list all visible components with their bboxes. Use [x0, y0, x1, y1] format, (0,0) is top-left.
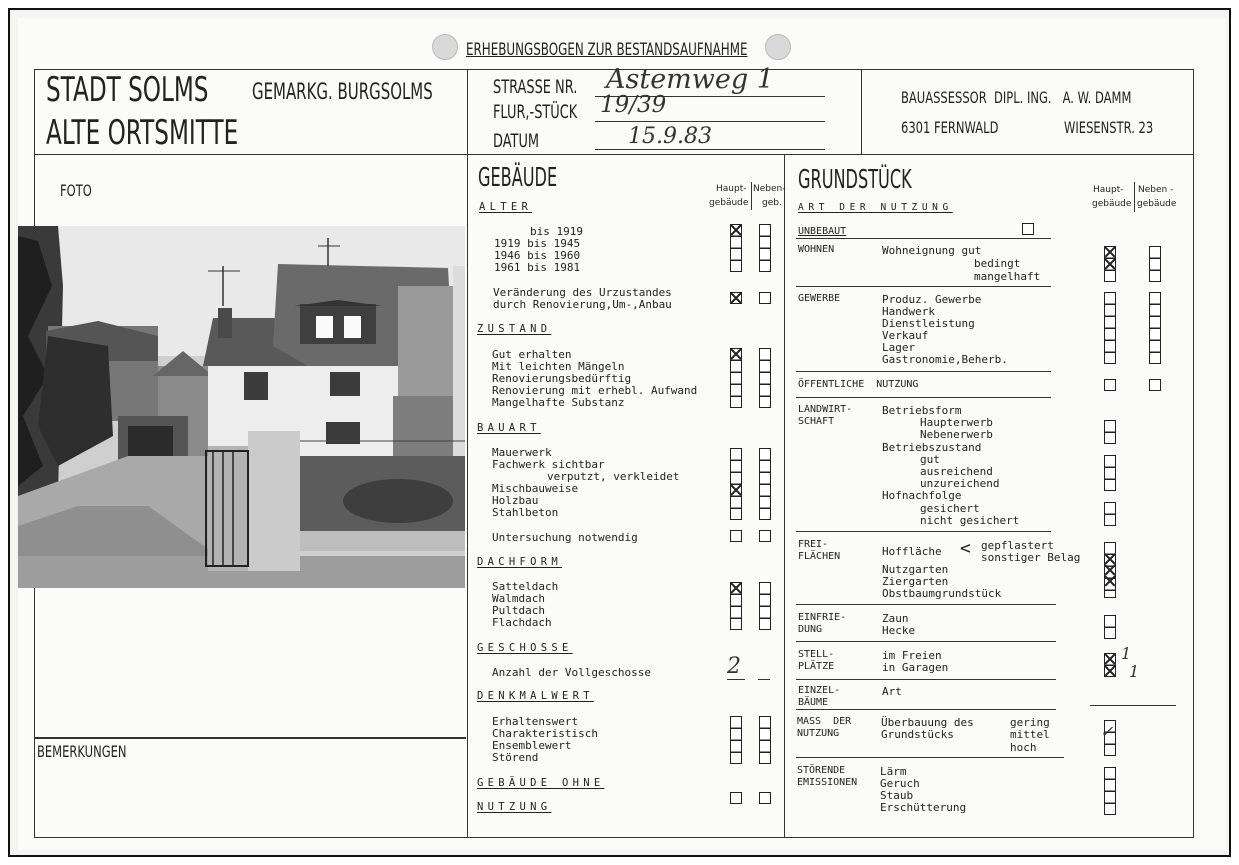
dachform-item: Satteldach — [492, 580, 559, 593]
landwirt-item: gesichert — [920, 502, 980, 515]
unbebaut-label: UNBEBAUT — [798, 226, 847, 237]
check-mark — [730, 348, 742, 360]
architect-street: WIESENSTR. 23 — [1064, 118, 1154, 137]
date-value[interactable]: 15.9.83 — [628, 124, 712, 149]
col-main-line1: Haupt- — [716, 184, 747, 194]
form-title: ERHEBUNGSBOGEN ZUR BESTANDSAUFNAHME — [466, 40, 748, 60]
frei-label: FLÄCHEN — [798, 551, 841, 562]
header-architect-box — [861, 69, 1194, 155]
alter-heading: ALTER — [479, 201, 533, 213]
wohnen-item: bedingt — [974, 257, 1021, 270]
einfried-item: Zaun — [882, 612, 909, 625]
unbebaut-checkbox[interactable] — [1022, 223, 1034, 235]
frei-item: Obstbaumgrundstück — [882, 587, 1002, 600]
gewerbe-item: Handwerk — [882, 305, 935, 318]
landwirt-item: nicht gesichert — [920, 514, 1020, 527]
street-value[interactable]: Astemweg 1 — [606, 64, 774, 95]
stoer-checkbox[interactable] — [1104, 767, 1116, 815]
landwirt-item: Betriebsform — [882, 404, 962, 417]
dachform-item: Pultdach — [492, 604, 545, 617]
district-name: GEMARKG. BURGSOLMS — [252, 80, 433, 105]
change-label: durch Renovierung,Um-,Anbau — [493, 298, 672, 311]
alter-checkbox-side[interactable] — [759, 224, 771, 272]
ohne-checkbox-main[interactable] — [730, 792, 742, 804]
denkmal-item: Störend — [492, 751, 539, 764]
gewerbe-item: Gastronomie,Beherb. — [882, 353, 1008, 366]
ohne-checkbox-side[interactable] — [759, 792, 771, 804]
nutzung-heading: ART DER NUTZUNG — [798, 202, 953, 213]
stell-label: STELL- — [798, 649, 835, 660]
betriebsform-checkbox[interactable] — [1104, 420, 1116, 444]
einfried-label: EINFRIE- — [798, 612, 847, 623]
architect-name: BAUASSESSOR DIPL. ING. A. W. DAMM — [901, 88, 1132, 107]
bauart-item: Fachwerk sichtbar — [492, 458, 605, 471]
oeffentlich-checkbox-side[interactable] — [1149, 379, 1161, 391]
zustand-item: Renovierung mit erhebl. Aufwand — [492, 384, 698, 397]
denkmal-checkbox-main[interactable] — [730, 716, 742, 764]
architect-city: 6301 FERNWALD — [901, 118, 999, 137]
gewerbe-item: Dienstleistung — [882, 317, 975, 330]
oeffentlich-label: ÖFFENTLICHE NUTZUNG — [798, 379, 919, 390]
frei-item: sonstiger Belag — [981, 551, 1081, 564]
mass-level: gering — [1010, 716, 1050, 729]
col-main-line2: gebäude — [709, 198, 749, 208]
area-name: ALTE ORTSMITTE — [46, 113, 239, 153]
gewerbe-checkbox-main[interactable] — [1104, 292, 1116, 364]
gewerbe-item: Verkauf — [882, 329, 929, 342]
denkmal-heading: DENKMALWERT — [477, 690, 594, 702]
baeume-label: BÄUME — [798, 697, 829, 708]
stoer-label: STÖRENDE — [797, 765, 846, 776]
ohne-heading-2: NUTZUNG — [477, 801, 552, 813]
wohnen-item: Wohneignung gut — [882, 244, 982, 257]
landwirt-label: LANDWIRT- — [798, 404, 853, 415]
check-mark — [1104, 665, 1116, 677]
mass-item: Überbauung des — [881, 716, 974, 729]
baeume-item: Art — [882, 685, 902, 698]
col-side-line1: Neben- — [753, 184, 786, 194]
gewerbe-checkbox-side[interactable] — [1149, 292, 1161, 364]
zustand-item: Mit leichten Mängeln — [492, 360, 625, 373]
mass-label: MASS DER — [797, 716, 852, 727]
landwirt-label: SCHAFT — [798, 416, 835, 427]
change-label: Veränderung des Urzustandes — [493, 286, 672, 299]
betriebszustand-checkbox[interactable] — [1104, 455, 1116, 491]
baeume-label: EINZEL- — [798, 685, 841, 696]
gs-col-side-line2: gebäude — [1137, 199, 1177, 209]
stoer-item: Geruch — [880, 777, 920, 790]
wohnen-checkbox-side[interactable] — [1149, 246, 1161, 282]
ohne-heading-1: GEBÄUDE OHNE — [477, 777, 605, 789]
bauart-item: Holzbau — [492, 494, 539, 507]
zustand-item: Gut erhalten — [492, 348, 572, 361]
bauart-item: Stahlbeton — [492, 506, 559, 519]
gewerbe-label: GEWERBE — [798, 293, 841, 304]
gs-col-main-line1: Haupt- — [1093, 185, 1124, 195]
brace-symbol: < — [960, 538, 971, 559]
check-mark — [1104, 575, 1116, 587]
stell-item: in Garagen — [882, 661, 949, 674]
street-label: STRASSE NR. — [493, 76, 578, 98]
grundstueck-title: GRUNDSTÜCK — [798, 165, 912, 195]
zustand-checkbox-side[interactable] — [759, 348, 771, 408]
wohnen-item: mangelhaft — [974, 270, 1041, 283]
einfried-checkbox[interactable] — [1104, 615, 1116, 639]
zustand-heading: ZUSTAND — [477, 323, 552, 335]
alter-item: bis 1919 — [530, 225, 583, 238]
stoer-item: Lärm — [880, 765, 907, 778]
denkmal-checkbox-side[interactable] — [759, 716, 771, 764]
hofnachfolge-checkbox[interactable] — [1104, 502, 1116, 526]
bauart-item: Mauerwerk — [492, 446, 552, 459]
untersuchung-checkbox-side[interactable] — [759, 530, 771, 542]
stell-count-free[interactable]: 1 — [1121, 644, 1132, 663]
dachform-checkbox-side[interactable] — [759, 582, 771, 630]
zustand-item: Renovierungsbedürftig — [492, 372, 632, 385]
gewerbe-item: Lager — [882, 341, 916, 354]
landwirt-item: unzureichend — [920, 477, 1000, 490]
gebaeude-title: GEBÄUDE — [478, 163, 558, 193]
untersuchung-label: Untersuchung notwendig — [492, 531, 638, 544]
frei-item: Hoffläche — [882, 545, 942, 558]
remarks-label: BEMERKUNGEN — [37, 742, 127, 761]
bauart-checkbox-side[interactable] — [759, 448, 771, 520]
check-mark — [730, 224, 742, 236]
col-side-line2: geb. — [762, 198, 782, 208]
geschosse-value[interactable]: 2 — [727, 654, 741, 679]
date-label: DATUM — [493, 130, 540, 152]
mass-item: Grundstücks — [881, 728, 954, 741]
house-photo — [18, 226, 465, 588]
stell-count-garage[interactable]: 1 — [1129, 662, 1140, 681]
punch-hole-left — [432, 34, 458, 60]
gs-col-side-line1: Neben - — [1138, 185, 1174, 195]
landwirt-item: gut — [920, 453, 940, 466]
plot-value[interactable]: 19/39 — [600, 92, 667, 118]
landwirt-item: Haupterwerb — [920, 416, 993, 429]
geschosse-label: Anzahl der Vollgeschosse — [492, 666, 651, 679]
wohnen-label: WOHNEN — [798, 244, 835, 255]
dachform-item: Flachdach — [492, 616, 552, 629]
mass-level: mittel — [1010, 728, 1050, 741]
landwirt-item: Nebenerwerb — [920, 428, 993, 441]
stell-item: im Freien — [882, 649, 942, 662]
mass-check-tick: ✓ — [1100, 722, 1114, 741]
check-mark — [730, 484, 742, 496]
oeffentlich-checkbox-main[interactable] — [1104, 379, 1116, 391]
check-mark — [730, 292, 742, 304]
frei-label: FREI- — [798, 539, 829, 550]
city-name: STADT SOLMS — [46, 70, 209, 110]
foto-label: FOTO — [60, 181, 92, 200]
bauart-heading: BAUART — [477, 422, 541, 434]
change-checkbox-side[interactable] — [759, 292, 771, 304]
landwirt-item: Hofnachfolge — [882, 489, 962, 502]
mass-label: NUTZUNG — [797, 728, 840, 739]
stoer-item: Staub — [880, 789, 914, 802]
frei-item: Nutzgarten — [882, 563, 949, 576]
frei-item: Ziergarten — [882, 575, 949, 588]
alter-item: 1946 bis 1960 — [494, 249, 581, 262]
denkmal-item: Charakteristisch — [492, 727, 598, 740]
untersuchung-checkbox-main[interactable] — [730, 530, 742, 542]
alter-item: 1919 bis 1945 — [494, 237, 581, 250]
alter-item: 1961 bis 1981 — [494, 261, 581, 274]
geschosse-heading: GESCHOSSE — [477, 642, 573, 654]
mass-level: hoch — [1010, 741, 1037, 754]
bauart-item: Mischbauweise — [492, 482, 579, 495]
stell-label: PLÄTZE — [798, 661, 835, 672]
check-mark — [1104, 258, 1116, 270]
check-mark — [730, 582, 742, 594]
einfried-label: DUNG — [798, 624, 823, 635]
denkmal-item: Erhaltenswert — [492, 715, 579, 728]
denkmal-item: Ensemblewert — [492, 739, 572, 752]
zustand-item: Mangelhafte Substanz — [492, 396, 625, 409]
stoer-item: Erschütterung — [880, 801, 967, 814]
landwirt-item: Betriebszustand — [882, 441, 982, 454]
bauart-item: verputzt, verkleidet — [547, 470, 680, 483]
plot-label: FLUR,-STÜCK — [493, 101, 578, 123]
dachform-heading: DACHFORM — [477, 556, 562, 568]
gewerbe-item: Produz. Gewerbe — [882, 293, 982, 306]
punch-hole-right — [765, 34, 791, 60]
stoer-label: EMISSIONEN — [797, 777, 858, 788]
frei-item: gepflastert — [981, 539, 1054, 552]
check-mark — [1104, 246, 1116, 258]
dachform-item: Walmdach — [492, 592, 545, 605]
einfried-item: Hecke — [882, 624, 916, 637]
landwirt-item: ausreichend — [920, 465, 993, 478]
check-mark — [1104, 653, 1116, 665]
gs-col-main-line2: gebäude — [1092, 199, 1132, 209]
